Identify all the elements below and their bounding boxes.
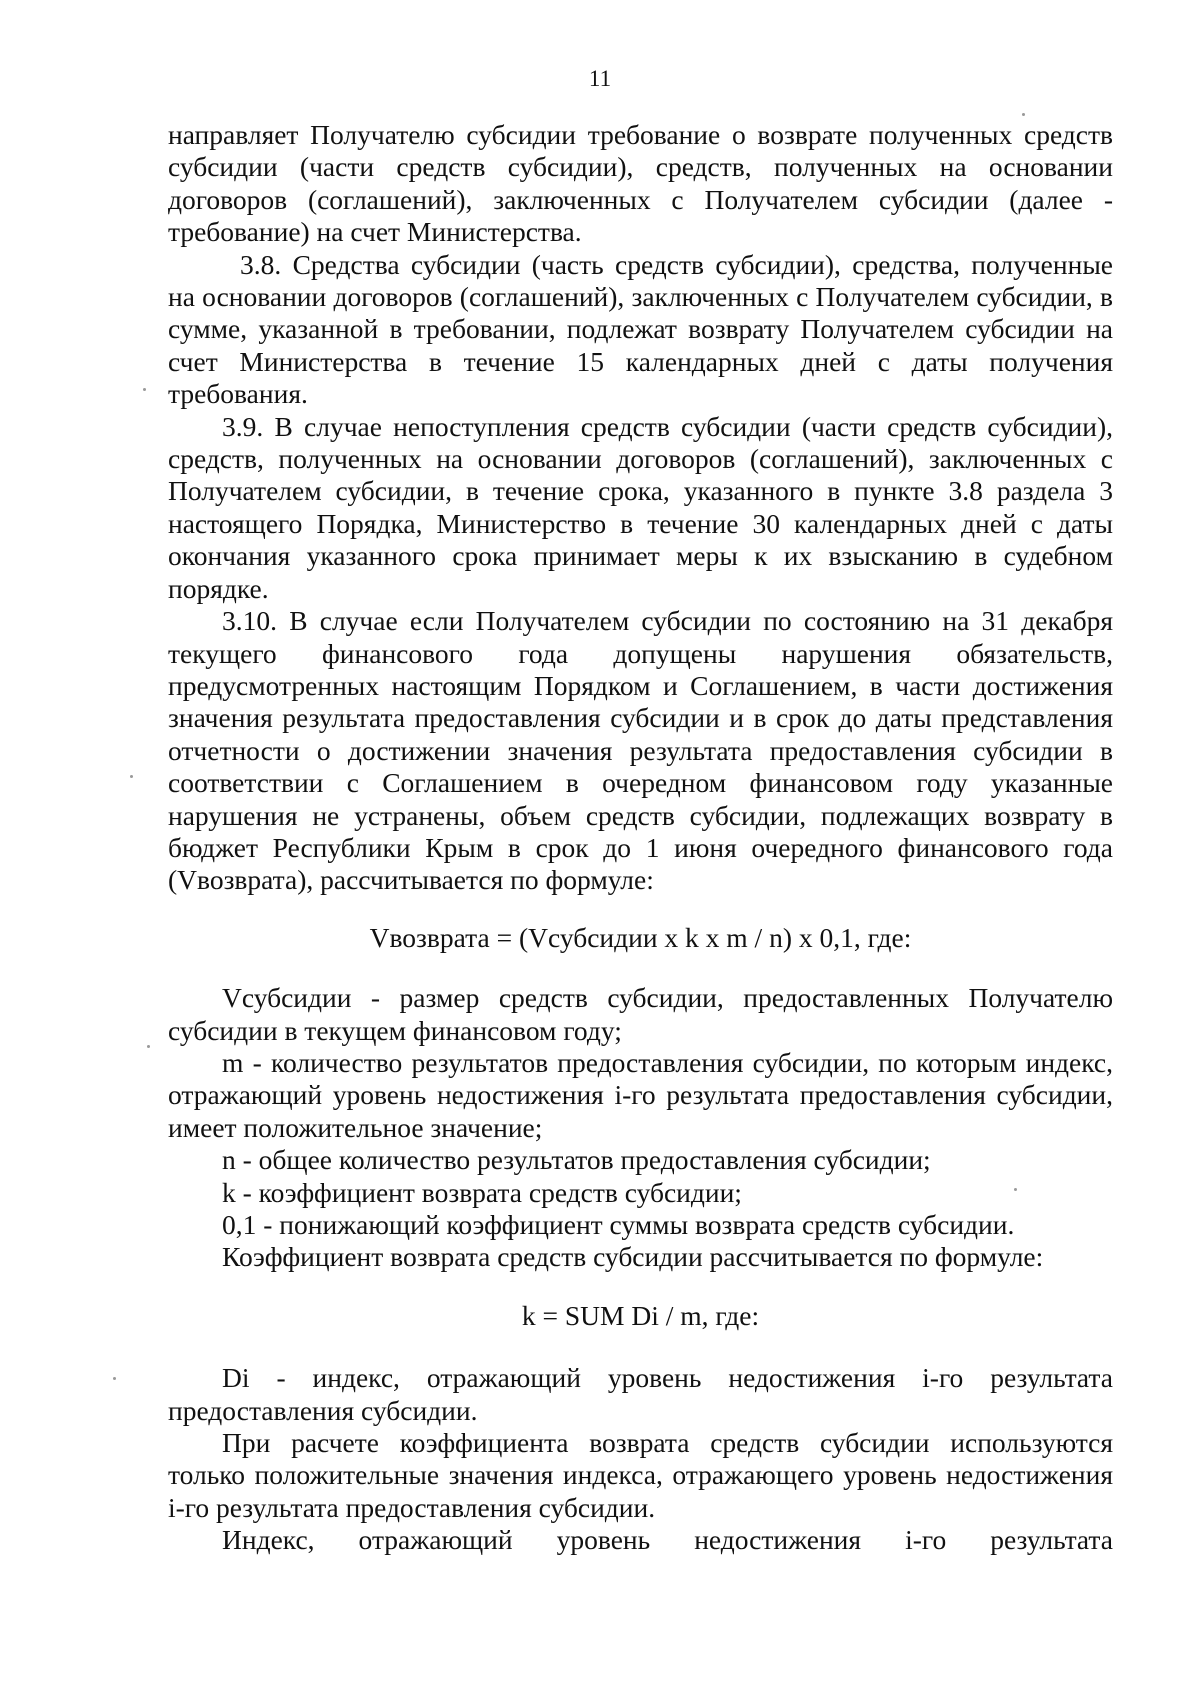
definition-v-subsidii: Vсубсидии - размер средств субсидии, предоставленных Получателю субсидии в текущем финансовом году; <box>168 982 1113 1046</box>
definition-k: k - коэффициент возврата средств субсидии; <box>222 1176 742 1208</box>
paragraph-index-start: Индекс, отражающий уровень недостижения i-го результата <box>222 1524 1113 1556</box>
scan-speck <box>1014 1188 1017 1191</box>
formula-k: k = SUM Di / m, где: <box>521 1299 760 1331</box>
definition-di: Di - индекс, отражающий уровень недостижения i-го результата предоставления субсидии. <box>168 1362 1113 1426</box>
paragraph-3-10: 3.10. В случае если Получателем субсидии по состоянию на 31 декабря текущего финансового года допущены нарушения обязательств, предусмотренных настоящим Порядком и Соглашением, в части достижения значения результата предоставления субсидии и в срок до даты представления отчетности о достижении значения результата предоставления субсидии в соответствии с Соглашением в очередном финансовом году указанные нарушения не устранены, объем средств субсидии, подлежащих возврату в бюджет Республики Крым в срок до 1 июня очередного финансового года (Vвозврата), рассчитывается по формуле: <box>168 605 1113 896</box>
paragraph-positive-values: При расчете коэффициента возврата средств субсидии используются только положительные значения индекса, отражающего уровень недостижения i-го результата предоставления субсидии. <box>168 1427 1113 1523</box>
formula-v-vozvrata: Vвозврата = (Vсубсидии x k x m / n) x 0,1, где: <box>369 921 912 953</box>
paragraph-3-8: 3.8. Средства субсидии (часть средств субсидии), средства, полученные на основании договоров (соглашений), заключенных с Получателем субсидии, в сумме, указанной в требовании, подлежат возврату Получателем субсидии на счет Министерства в течение 15 календарных дней с даты получения требования. <box>168 248 1113 410</box>
scan-speck <box>1022 113 1025 116</box>
paragraph-continuation: направляет Получателю субсидии требование о возврате полученных средств субсидии (части средств субсидии), средств, полученных на основании договоров (соглашений), заключенных с Получателем субсидии (далее - требование) на счет Министерства. <box>168 119 1113 248</box>
definition-m: m - количество результатов предоставления субсидии, по которым индекс, отражающий уровень недостижения i-го результата предоставления субсидии, имеет положительное значение; <box>168 1046 1113 1143</box>
document-body <box>168 119 1113 1557</box>
scan-speck <box>113 1377 116 1380</box>
scan-speck <box>143 388 146 391</box>
definition-0-1: 0,1 - понижающий коэффициент суммы возврата средств субсидии. <box>222 1209 1015 1240</box>
paragraph-k-formula-intro: Коэффициент возврата средств субсидии рассчитывается по формуле: <box>222 1241 1044 1273</box>
scan-speck <box>130 775 133 778</box>
page-number: 11 <box>588 66 612 91</box>
definition-n: n - общее количество результатов предоставления субсидии; <box>222 1144 931 1176</box>
scan-speck <box>147 1045 150 1048</box>
paragraph-3-9: 3.9. В случае непоступления средств субсидии (части средств субсидии), средств, полученных на основании договоров (соглашений), заключенных с Получателем субсидии, в течение срока, указанного в пункте 3.8 раздела 3 настоящего Порядка, Министерство в течение 30 календарных дней с даты окончания указанного срока принимает меры к их взысканию в судебном порядке. <box>168 410 1113 604</box>
